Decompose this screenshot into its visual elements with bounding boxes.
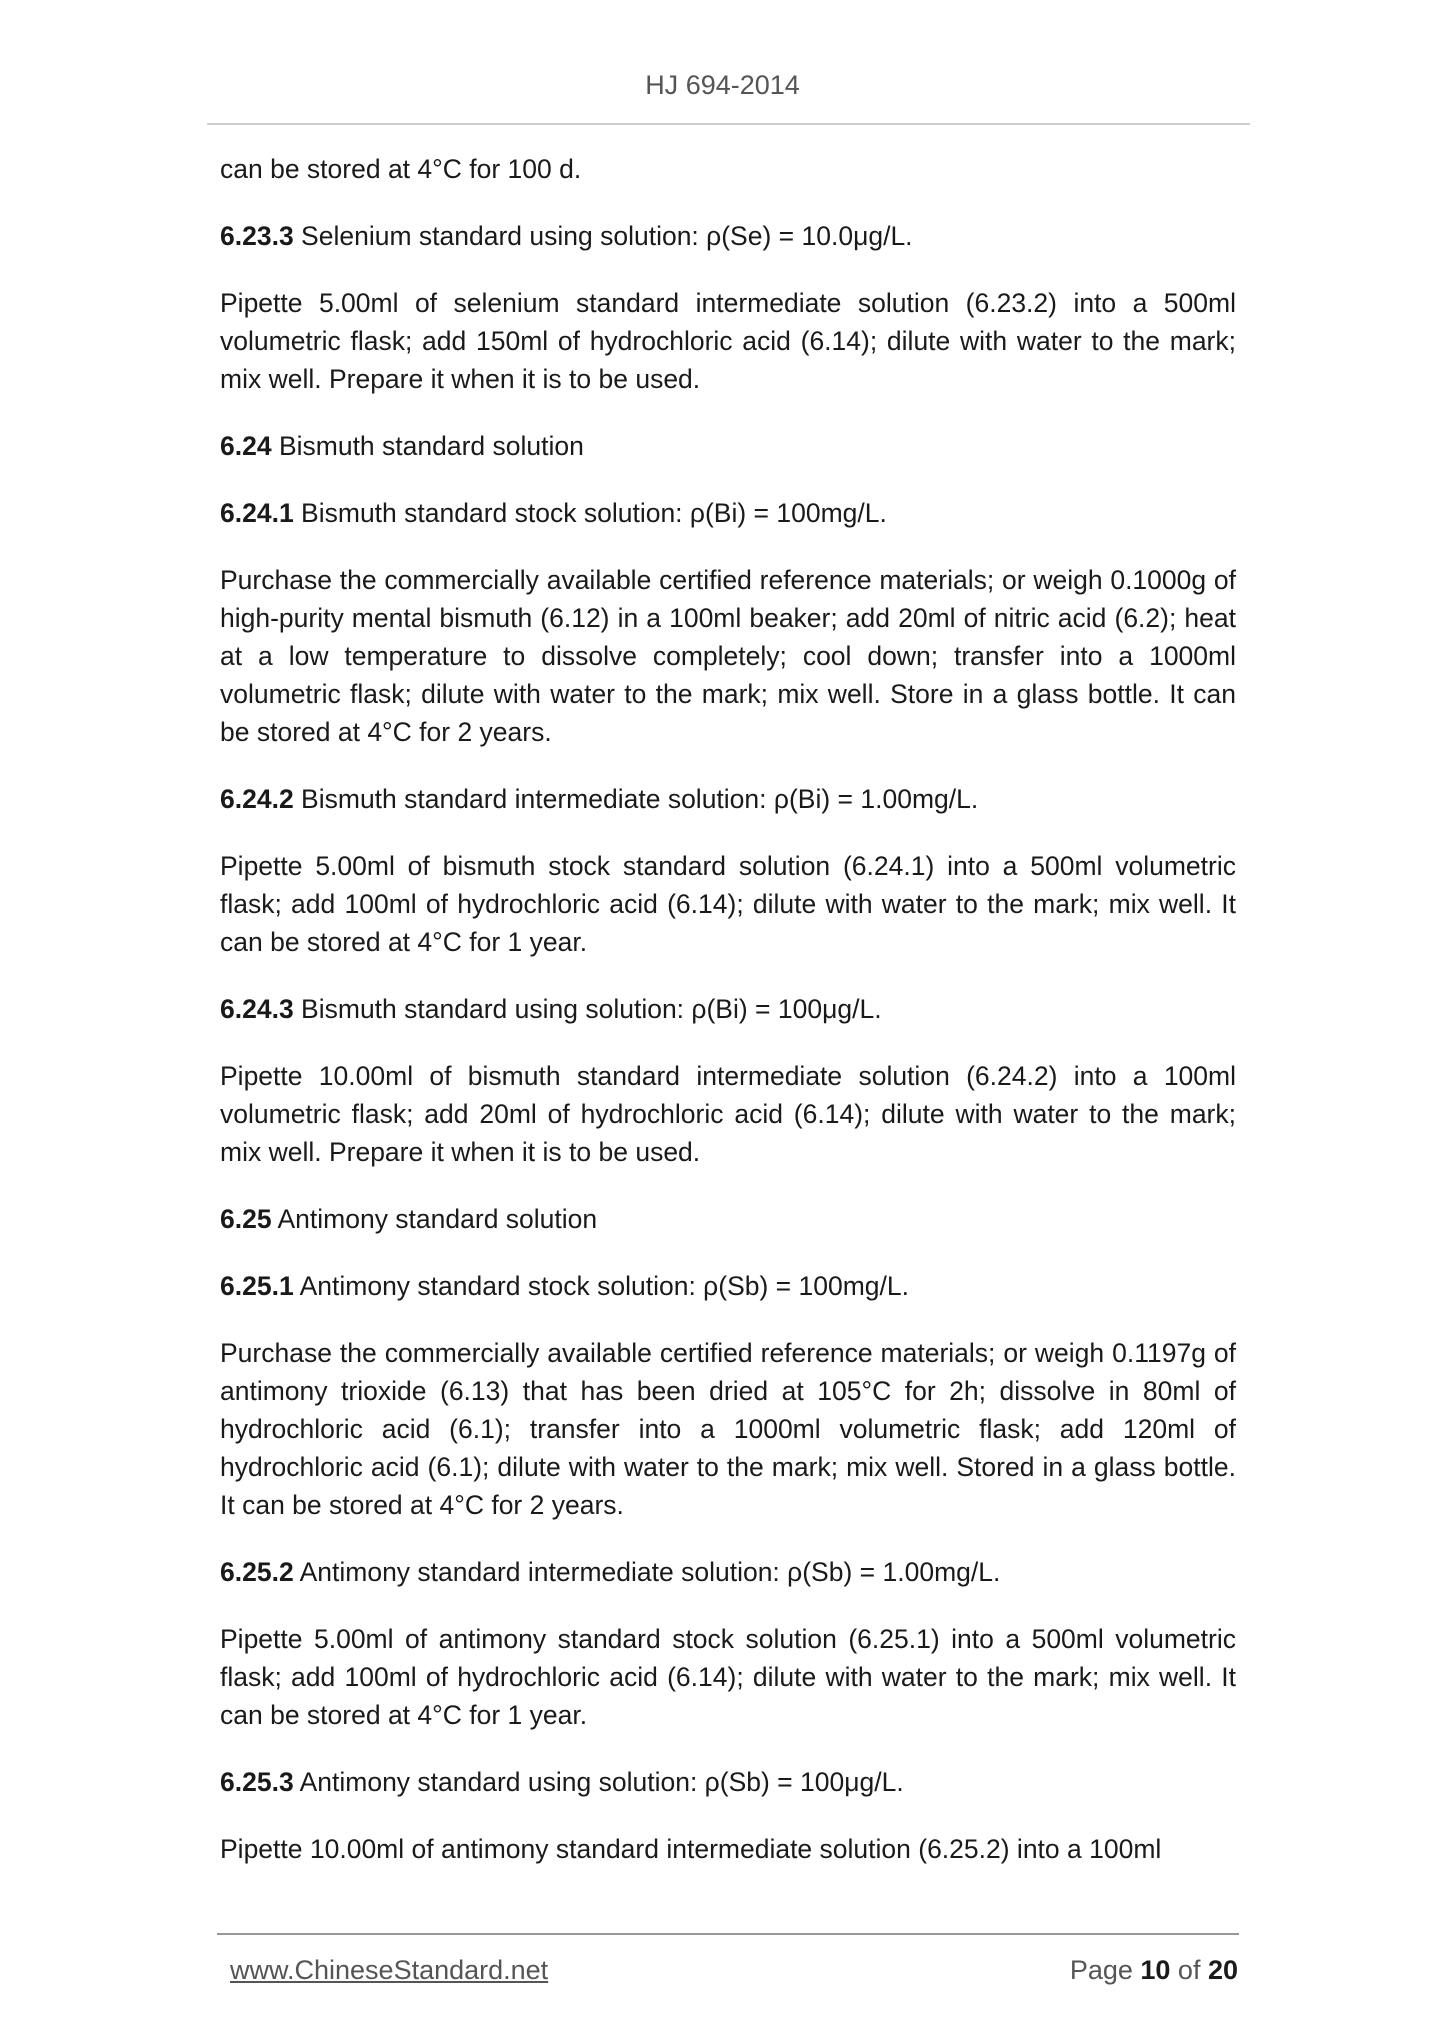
paragraph: Purchase the commercially available certified reference materials; or weigh 0.1197g of antimony trioxide (6.13) that has been dried at 105°C for 2h; dissolve in 80ml of hydrochloric acid (6.1); transfer into a 1000ml volumetric flask; add 120ml of hydrochloric acid (6.1); dilute with water to the mark; mix well. Stored in a glass bottle. It can be stored at 4°C for 2 years. <box>220 1338 1236 1520</box>
clause-title: Antimony standard stock solution: ρ(Sb) = 100mg/L. <box>293 1271 910 1301</box>
clause-number: 6.25.1 <box>220 1271 294 1301</box>
paragraph: Pipette 5.00ml of antimony standard stock solution (6.25.1) into a 500ml volumetric flask; add 100ml of hydrochloric acid (6.14); dilute with water to the mark; mix well. It can be stored at 4°C for 1 year. <box>220 1624 1236 1730</box>
clause-title: Bismuth standard stock solution: ρ(Bi) = 100mg/L. <box>293 498 887 528</box>
clause-6-25 <box>220 1200 1236 1238</box>
clause-number: 6.25.2 <box>220 1557 294 1587</box>
clause-title: Antimony standard intermediate solution: ρ(Sb) = 1.00mg/L. <box>293 1557 1001 1587</box>
paragraph: Pipette 5.00ml of selenium standard intermediate solution (6.23.2) into a 500ml volumetric flask; add 150ml of hydrochloric acid (6.14); dilute with water to the mark; mix well. Prepare it when it is to be used. <box>220 288 1236 394</box>
paragraph: Pipette 10.00ml of antimony standard intermediate solution (6.25.2) into a 100ml <box>220 1834 1162 1864</box>
page-indicator: Page 10 of 20 <box>1069 1955 1238 1985</box>
clause-6-24-2 <box>220 780 1236 818</box>
website-link[interactable]: www.ChineseStandard.net <box>230 1955 549 1985</box>
clause-6-23-3 <box>220 217 1236 255</box>
paragraph-continuation: can be stored at 4°C for 100 d. <box>220 154 582 184</box>
clause-number: 6.23.3 <box>220 221 294 251</box>
clause-number: 6.24 <box>220 431 272 461</box>
clause-number: 6.24.1 <box>220 498 294 528</box>
clause-title: Bismuth standard solution <box>271 431 584 461</box>
clause-title: Bismuth standard using solution: ρ(Bi) = 100μg/L. <box>293 994 882 1024</box>
clause-number: 6.25 <box>220 1204 272 1234</box>
clause-6-25-3 <box>220 1763 1236 1801</box>
clause-6-24-1 <box>220 494 1236 532</box>
clause-title: Selenium standard using solution: ρ(Se) = 10.0μg/L. <box>293 221 913 251</box>
paragraph: Pipette 5.00ml of bismuth stock standard solution (6.24.1) into a 500ml volumetric flask; add 100ml of hydrochloric acid (6.14); dilute with water to the mark; mix well. It can be stored at 4°C for 1 year. <box>220 851 1236 957</box>
total-pages: 20 <box>1207 1955 1238 1985</box>
clause-6-24-3 <box>220 990 1236 1028</box>
clause-6-25-2 <box>220 1553 1236 1591</box>
clause-title: Antimony standard using solution: ρ(Sb) = 100μg/L. <box>293 1767 904 1797</box>
current-page: 10 <box>1140 1955 1171 1985</box>
page-body <box>220 150 1236 1897</box>
clause-6-24 <box>220 427 1236 465</box>
paragraph: Pipette 10.00ml of bismuth standard intermediate solution (6.24.2) into a 100ml volumetric flask; add 20ml of hydrochloric acid (6.14); dilute with water to the mark; mix well. Prepare it when it is to be used. <box>220 1061 1236 1167</box>
clause-number: 6.25.3 <box>220 1767 294 1797</box>
clause-number: 6.24.2 <box>220 784 294 814</box>
footer-divider <box>217 1933 1239 1935</box>
clause-number: 6.24.3 <box>220 994 294 1024</box>
header-divider <box>207 123 1250 125</box>
clause-title: Antimony standard solution <box>271 1204 598 1234</box>
clause-6-25-1 <box>220 1267 1236 1305</box>
paragraph: Purchase the commercially available certified reference materials; or weigh 0.1000g of high-purity mental bismuth (6.12) in a 100ml beaker; add 20ml of nitric acid (6.2); heat at a low temperature to dissolve completely; cool down; transfer into a 1000ml volumetric flask; dilute with water to the mark; mix well. Store in a glass bottle. It can be stored at 4°C for 2 years. <box>220 565 1236 747</box>
document-code-header: HJ 694-2014 <box>645 70 800 100</box>
clause-title: Bismuth standard intermediate solution: ρ(Bi) = 1.00mg/L. <box>293 784 979 814</box>
